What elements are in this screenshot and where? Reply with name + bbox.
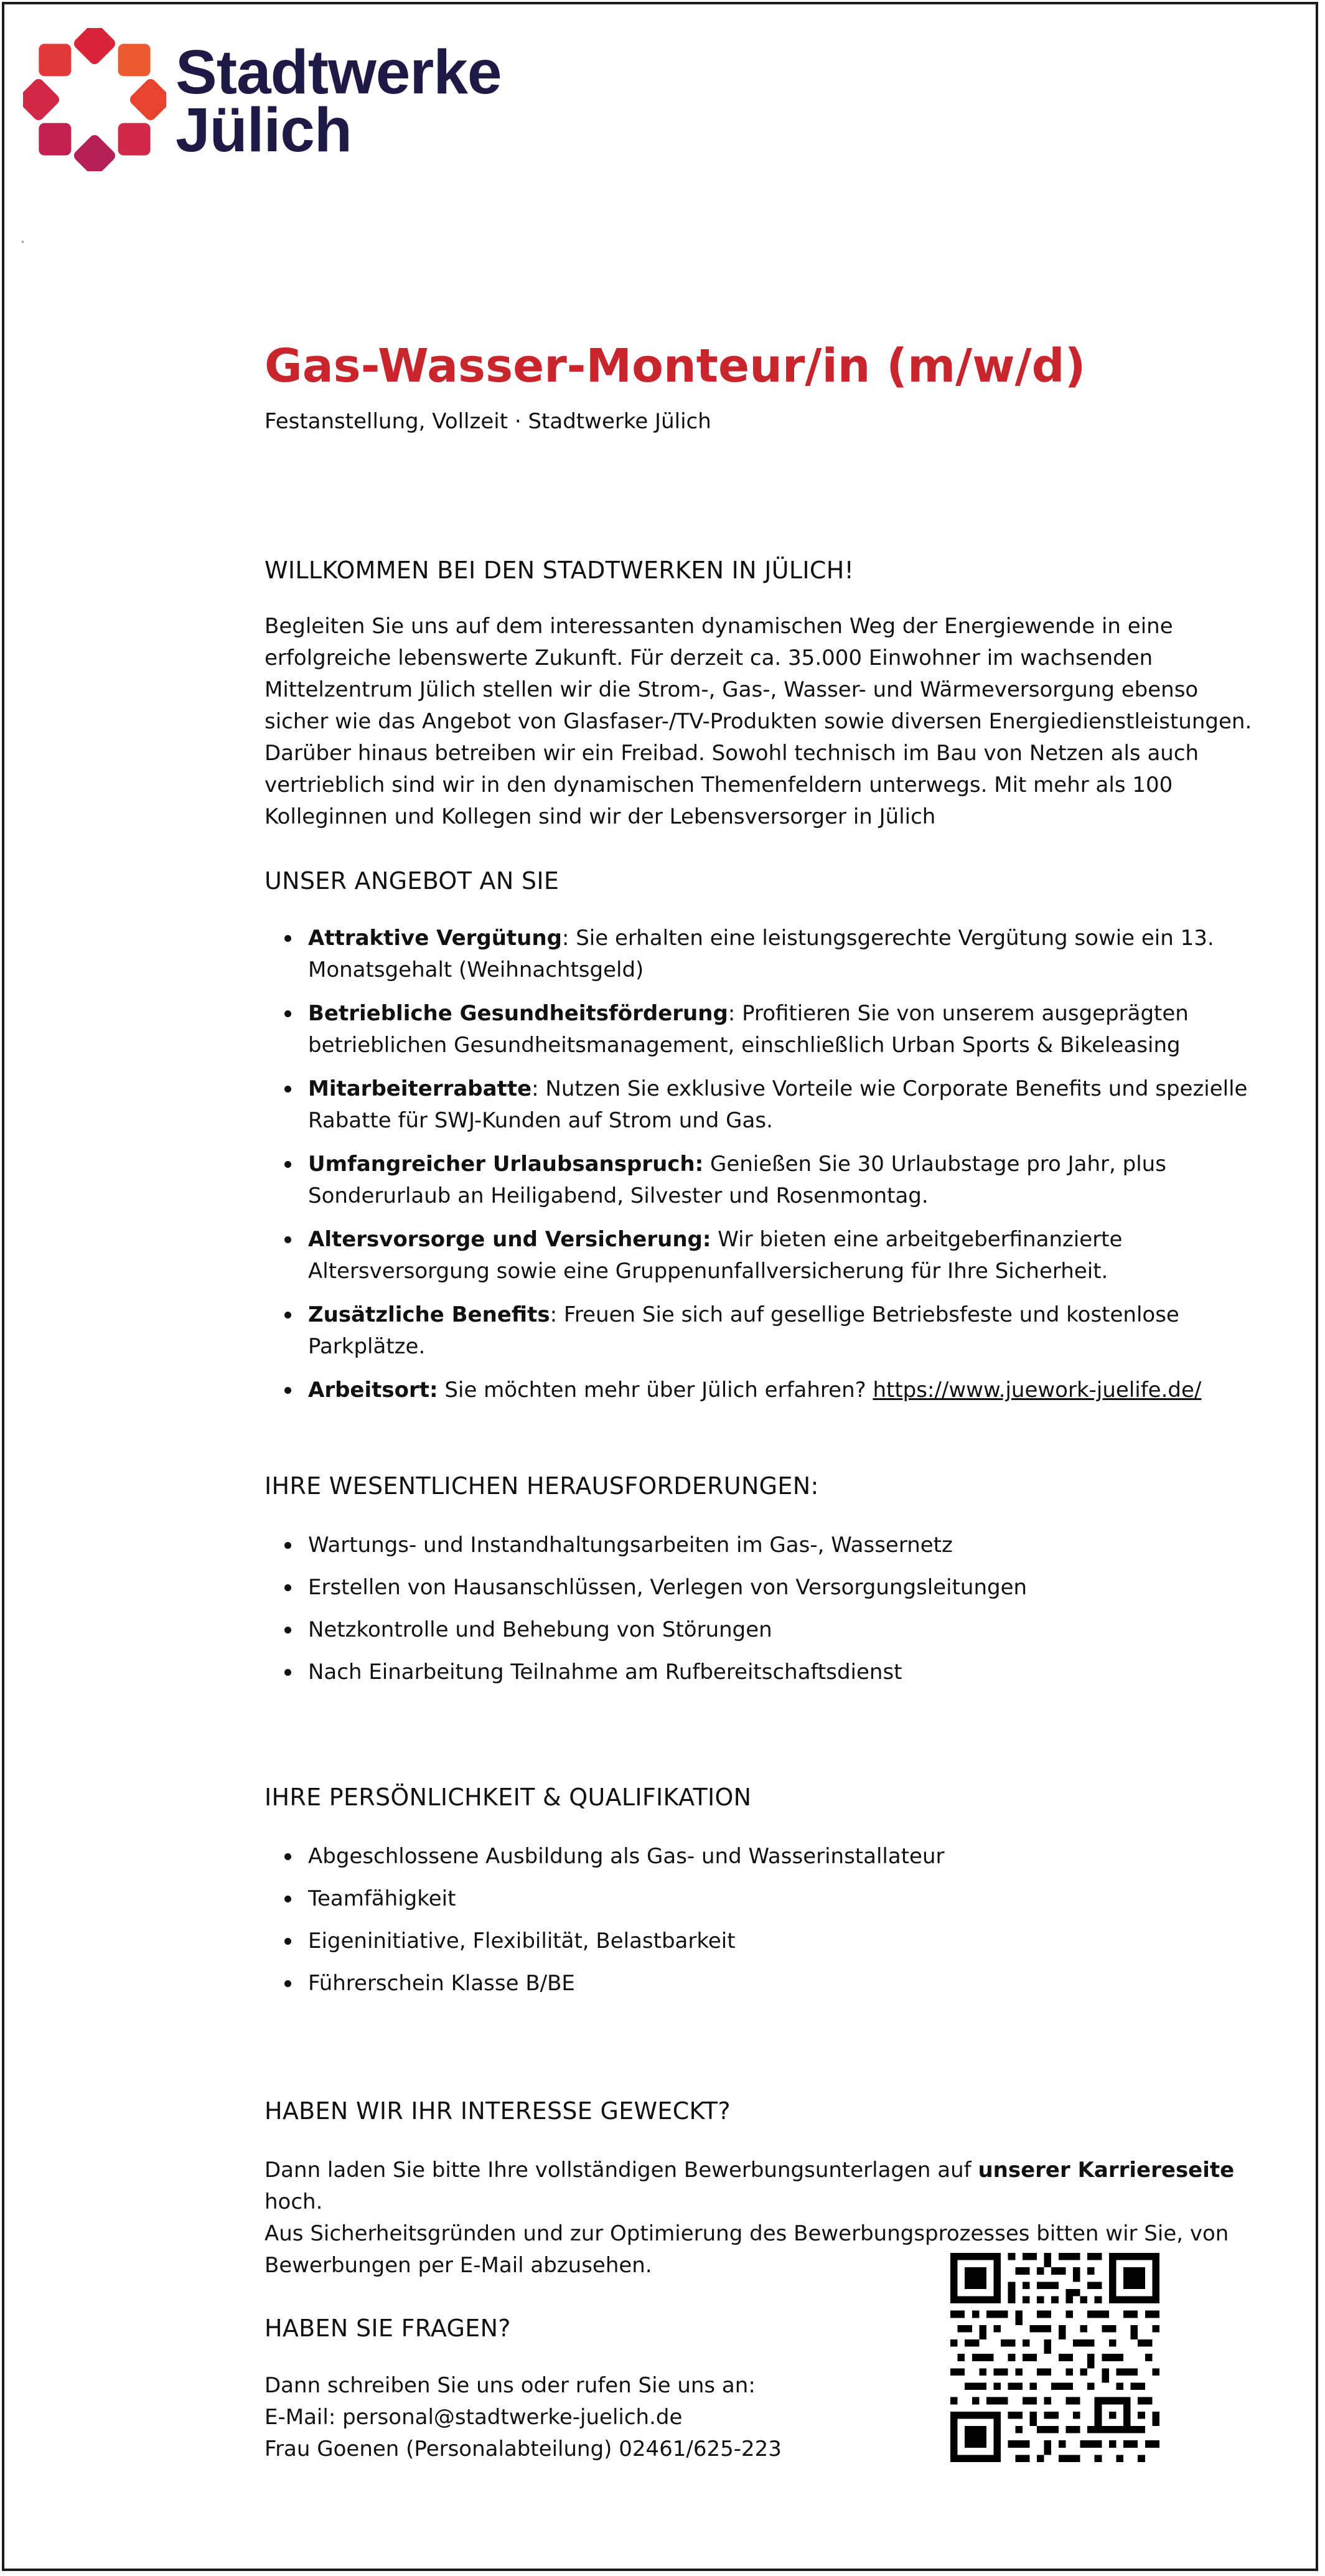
welcome-heading: WILLKOMMEN BEI DEN STADTWERKEN IN JÜLICH! [265, 557, 854, 584]
list-item: Umfangreicher Urlaubsanspruch: Genießen Sie 30 Urlaubstage pro Jahr, plus Sonderurlaub an Heiligabend, Silvester und Rosenmontag. [265, 1149, 1266, 1212]
list-item: Mitarbeiterrabatte: Nutzen Sie exklusive Vorteile wie Corporate Benefits und spezielle Rabatte für SWJ-Kunden auf Strom und Gas. [265, 1073, 1266, 1137]
interest-heading: HABEN WIR IHR INTERESSE GEWECKT? [265, 2097, 731, 2125]
logo-wordmark [176, 37, 502, 165]
job-title: Gas-Wasser-Monteur/in (m/w/d) [265, 339, 1086, 393]
email-contact[interactable]: E-Mail: personal@stadtwerke-juelich.de [265, 2405, 683, 2430]
bullet-icon [284, 1853, 291, 1860]
challenges-list [265, 1530, 1266, 1699]
list-item: Erstellen von Hausanschlüssen, Verlegen von Versorgungsleitungen [265, 1572, 1266, 1604]
interest-text: Dann laden Sie bitte Ihre vollständigen Bewerbungsunterlagen auf unserer Karriereseite hoch. Aus Sicherheitsgründen und zur Optimierung des Bewerbungsprozesses bitten wir Sie, von Bewerbungen per E-Mail abzusehen. [265, 2158, 1235, 2278]
qualification-list [265, 1841, 1266, 2010]
list-item: Führerschein Klasse B/BE [265, 1968, 1266, 2000]
bullet-icon [284, 1980, 291, 1987]
decorative-dot [22, 241, 24, 243]
bullet-icon [284, 935, 291, 942]
list-item: Netzkontrolle und Behebung von Störungen [265, 1614, 1266, 1646]
logo-line-2: Jülich [176, 95, 352, 165]
bullet-icon [284, 1627, 291, 1634]
star-logo-icon [23, 28, 166, 171]
welcome-text: Begleiten Sie uns auf dem interessanten dynamischen Weg der Energiewende in eine erfolgreiche lebenswerte Zukunft. Für derzeit ca. 35.000 Einwohner im wachsenden Mittelzentrum Jülich stellen wir die Strom-, Gas-, Wasser- und Wärmeversorgung ebenso sicher wie das Angebot von Glasfaser-/TV-Produkten sowie diversen Energiedienstleistungen. Darüber hinaus betreiben wir ein Freibad. Sowohl technisch im Bau von Netzen als auch vertrieblich sind wir in den dynamischen Themenfeldern unterwegs. Mit mehr als 100 Kolleginnen und Kollegen sind wir der Lebensversorger in Jülich [265, 614, 1252, 829]
bullet-icon [284, 1938, 291, 1945]
bullet-icon [284, 1669, 291, 1676]
list-item: Zusätzliche Benefits: Freuen Sie sich auf gesellige Betriebsfeste und kostenlose Parkplätze. [265, 1299, 1266, 1363]
questions-heading: HABEN SIE FRAGEN? [265, 2315, 511, 2342]
bullet-icon [284, 1161, 291, 1168]
job-posting-page [2, 2, 1318, 2571]
bullet-icon [284, 1236, 291, 1243]
bullet-icon [284, 1387, 291, 1394]
phone-contact: Frau Goenen (Personalabteilung) 02461/625-223 [265, 2437, 782, 2461]
bullet-icon [284, 1542, 291, 1549]
career-page-link[interactable]: unserer Karriereseite [978, 2158, 1235, 2183]
logo-line-1: Stadtwerke [176, 37, 502, 107]
bullet-icon [284, 1584, 291, 1591]
bullet-icon [284, 1896, 291, 1902]
list-item: Teamfähigkeit [265, 1883, 1266, 1915]
juework-link[interactable]: https://www.juework-juelife.de/ [873, 1378, 1202, 1403]
qualification-heading: IHRE PERSÖNLICHKEIT & QUALIFIKATION [265, 1784, 752, 1811]
list-item: Wartungs- und Instandhaltungsarbeiten im Gas-, Wassernetz [265, 1530, 1266, 1561]
list-item: Nach Einarbeitung Teilnahme am Rufbereitschaftsdienst [265, 1657, 1266, 1688]
offer-heading: UNSER ANGEBOT AN SIE [265, 867, 559, 895]
bullet-icon [284, 1010, 291, 1017]
list-item: Attraktive Vergütung: Sie erhalten eine leistungsgerechte Vergütung sowie ein 13. Monatsgehalt (Weihnachtsgeld) [265, 923, 1266, 986]
list-item: Eigeninitiative, Flexibilität, Belastbarkeit [265, 1925, 1266, 1957]
bullet-icon [284, 1086, 291, 1093]
qr-code-icon[interactable] [950, 2253, 1159, 2462]
offer-list [265, 923, 1266, 1418]
challenges-heading: IHRE WESENTLICHEN HERAUSFORDERUNGEN: [265, 1472, 819, 1500]
job-meta: Festanstellung, Vollzeit · Stadtwerke Jülich [265, 409, 711, 434]
bullet-icon [284, 1312, 291, 1319]
list-item: Arbeitsort: Sie möchten mehr über Jülich erfahren? https://www.juework-juelife.de/ [265, 1375, 1266, 1406]
stadtwerke-logo [23, 28, 546, 171]
list-item: Altersvorsorge und Versicherung: Wir bieten eine arbeitgeberfinanzierte Altersversorgung sowie eine Gruppenunfallversicherung für Ihre Sicherheit. [265, 1224, 1266, 1287]
questions-text: Dann schreiben Sie uns oder rufen Sie uns an: E-Mail: personal@stadtwerke-juelich.de Frau Goenen (Personalabteilung) 02461/625-223 [265, 2373, 782, 2461]
list-item: Betriebliche Gesundheitsförderung: Profitieren Sie von unserem ausgeprägten betrieblichen Gesundheitsmanagement, einschließlich Urban Sports & Bikeleasing [265, 998, 1266, 1061]
list-item: Abgeschlossene Ausbildung als Gas- und Wasserinstallateur [265, 1841, 1266, 1873]
